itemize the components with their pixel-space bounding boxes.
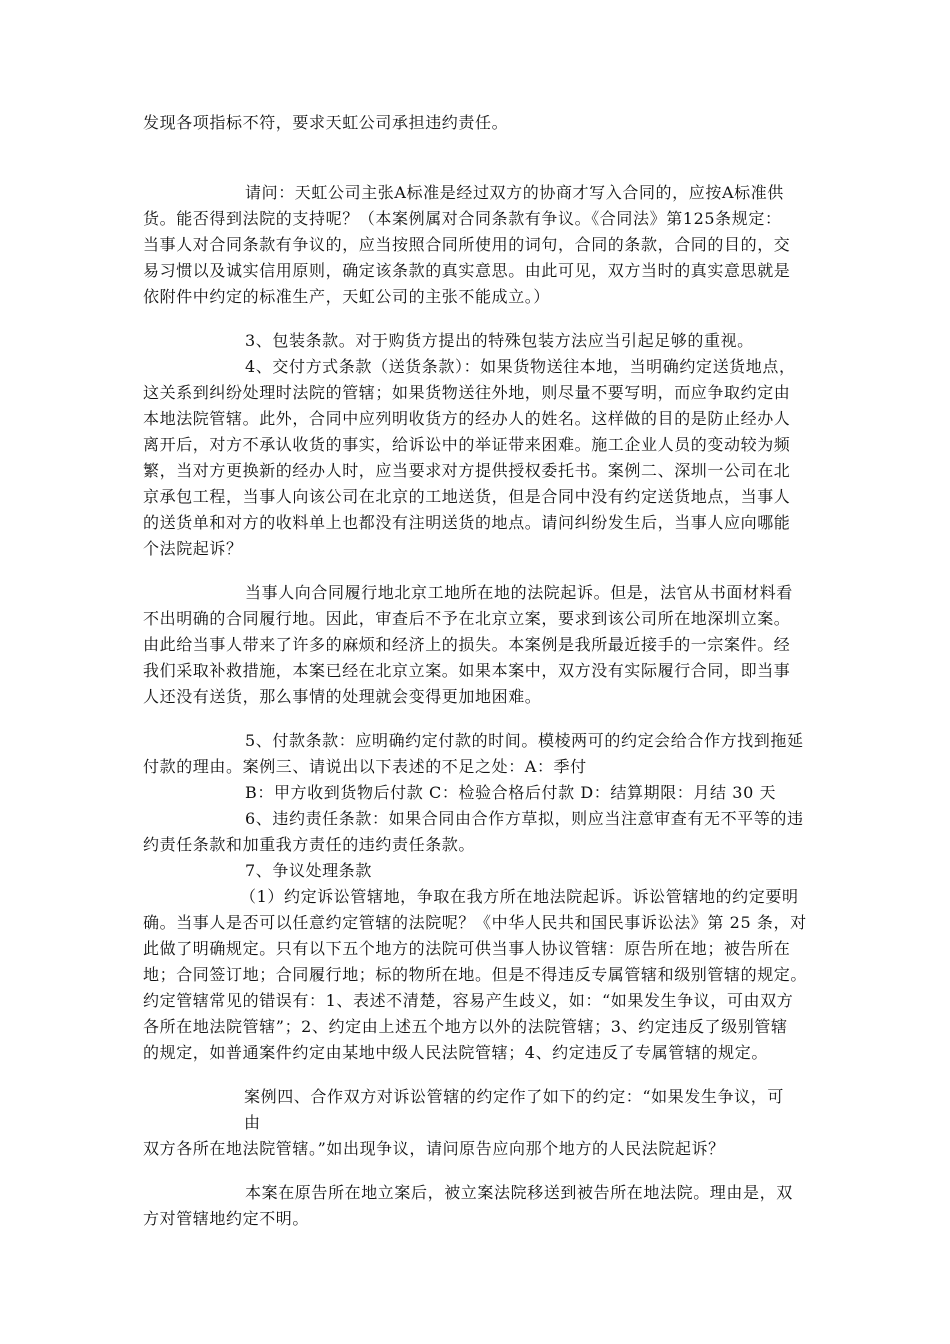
text-line: 离开后，对方不承认收货的事实，给诉讼中的举证带来困难。施工企业人员的变动较为频 [143, 435, 791, 454]
text-line: 请问：天虹公司主张A标准是经过双方的协商才写入合同的，应按A标准供 [245, 183, 784, 202]
text-line: 7、争议处理条款 [245, 861, 372, 880]
text-line: 的送货单和对方的收料单上也都没有注明送货的地点。请问纠纷发生后，当事人应向哪能 [143, 513, 791, 532]
text-line: 本案在原告所在地立案后，被立案法院移送到被告所在地法院。理由是，双 [245, 1183, 793, 1202]
text-line: 4、交付方式条款（送货条款）：如果货物送往本地，当明确约定送货地点， [245, 357, 796, 376]
text-line: 3、包装条款。对于购货方提出的特殊包装方法应当引起足够的重视。 [245, 331, 754, 350]
text-line: 这关系到纠纷处理时法院的管辖；如果货物送往外地，则尽量不要写明，而应争取约定由 [143, 383, 791, 402]
text-line: 本地法院管辖。此外，合同中应列明收货方的经办人的姓名。这样做的目的是防止经办人 [143, 409, 791, 428]
text-line: 由此给当事人带来了许多的麻烦和经济上的损失。本案例是我所最近接手的一宗案件。经 [143, 635, 791, 654]
text-line: 双方各所在地法院管辖。”如出现争议，请问原告应向那个地方的人民法院起诉？ [143, 1139, 725, 1158]
text-line: 地；合同签订地；合同履行地；标的物所在地。但是不得违反专属管辖和级别管辖的规定。 [143, 965, 808, 984]
text-line: 由 [244, 1113, 261, 1132]
text-line: 京承包工程，当事人向该公司在北京的工地送货，但是合同中没有约定送货地点，当事人 [143, 487, 791, 506]
text-line: 付款的理由。案例三、请说出以下表述的不足之处：A：季付 [143, 757, 587, 776]
text-line: B：甲方收到货物后付款 C：检验合格后付款 D：结算期限：月结 30 天 [245, 783, 777, 802]
text-line: 不出明确的合同履行地。因此，审查后不予在北京立案，要求到该公司所在地深圳立案。 [143, 609, 791, 628]
text-line: 各所在地法院管辖”；2、约定由上述五个地方以外的法院管辖；3、约定违反了级别管辖 [143, 1017, 788, 1036]
text-line: 当事人向合同履行地北京工地所在地的法院起诉。但是，法官从书面材料看 [245, 583, 793, 602]
text-line: 约定管辖常见的错误有：1、表述不清楚，容易产生歧义，如：“如果发生争议，可由双方 [143, 991, 794, 1010]
text-line: 当事人对合同条款有争议的，应当按照合同所使用的词句，合同的条款，合同的目的，交 [143, 235, 791, 254]
text-line: 案例四、合作双方对诉讼管辖的约定作了如下的约定：“如果发生争议，可 [244, 1087, 784, 1106]
text-line: 发现各项指标不符，要求天虹公司承担违约责任。 [143, 113, 509, 132]
text-line: 我们采取补救措施，本案已经在北京立案。如果本案中，双方没有实际履行合同，即当事 [143, 661, 791, 680]
text-line: 确。当事人是否可以任意约定管辖的法院呢？《中华人民共和国民事诉讼法》第 25 条，对 [143, 913, 807, 932]
text-line: 人还没有送货，那么事情的处理就会变得更加地困难。 [143, 687, 542, 706]
text-line: 5、付款条款：应明确约定付款的时间。模棱两可的约定会给合作方找到拖延 [245, 731, 804, 750]
text-line: （1）约定诉讼管辖地，争取在我方所在地法院起诉。诉讼管辖地的约定要明 [240, 887, 799, 906]
text-line: 6、违约责任条款：如果合同由合作方草拟，则应当注意审查有无不平等的违 [245, 809, 804, 828]
text-line: 个法院起诉？ [143, 539, 243, 558]
text-line: 此做了明确规定。只有以下五个地方的法院可供当事人协议管辖：原告所在地；被告所在 [143, 939, 791, 958]
text-line: 货。能否得到法院的支持呢？（本案例属对合同条款有争议。《合同法》第125条规定： [143, 209, 782, 228]
text-line: 依附件中约定的标准生产，天虹公司的主张不能成立。） [143, 287, 551, 306]
text-line: 繁，当对方更换新的经办人时，应当要求对方提供授权委托书。案例二、深圳一公司在北 [143, 461, 791, 480]
text-line: 易习惯以及诚实信用原则，确定该条款的真实意思。由此可见，双方当时的真实意思就是 [143, 261, 791, 280]
text-line: 约责任条款和加重我方责任的违约责任条款。 [143, 835, 476, 854]
text-line: 方对管辖地约定不明。 [143, 1209, 310, 1228]
text-line: 的规定，如普通案件约定由某地中级人民法院管辖；4、约定违反了专属管辖的规定。 [143, 1043, 768, 1062]
